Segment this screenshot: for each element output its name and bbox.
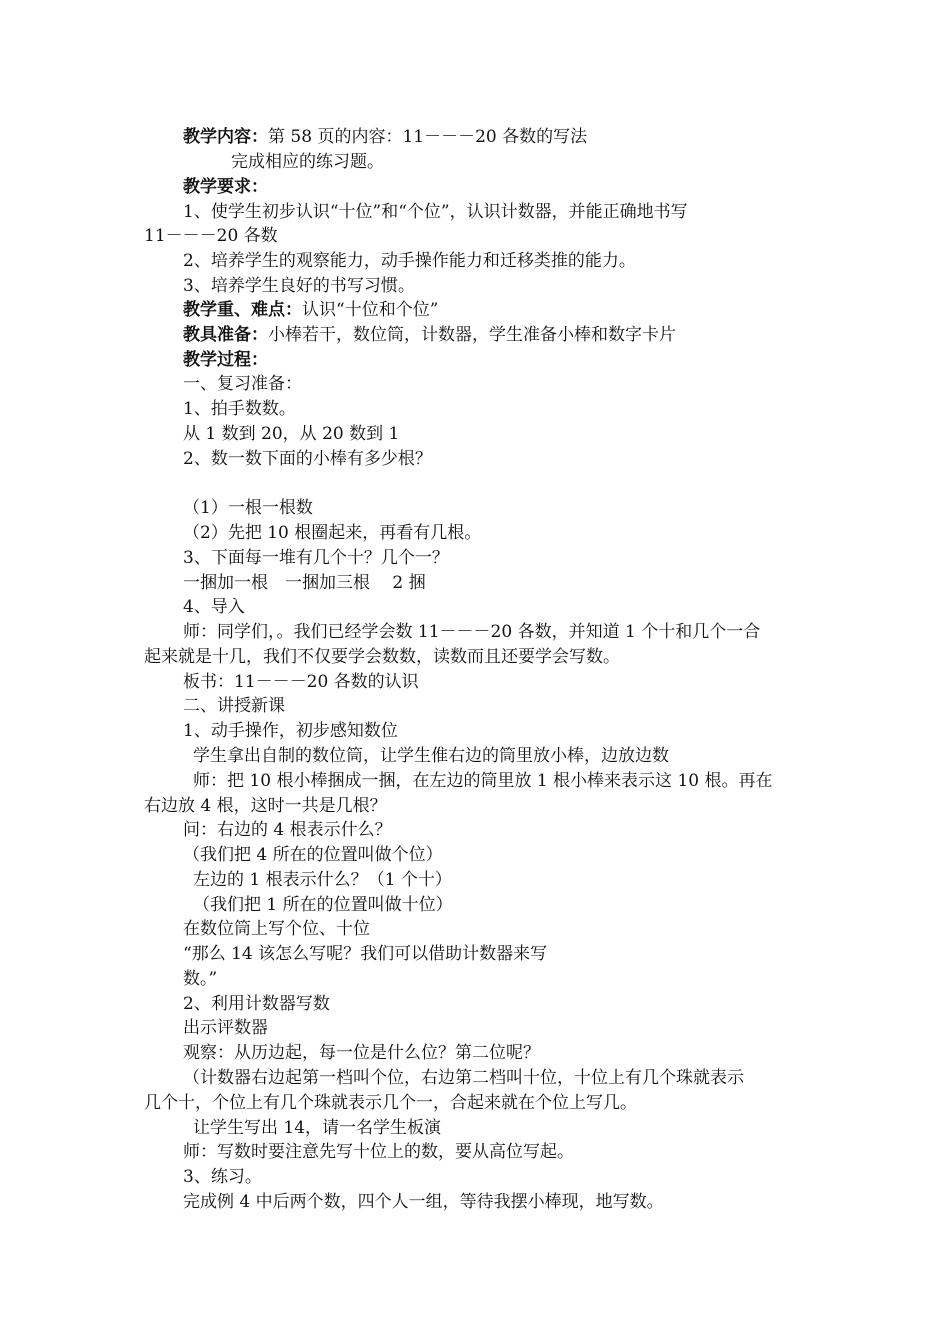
- teaching-content-line: [183, 126, 587, 148]
- section-1-heading: 一、复习准备：: [183, 374, 302, 394]
- teaching-content-label: 教学内容：: [183, 127, 268, 147]
- line-abacus-explain: （计数器右边起第一档叫个位，右边第二档叫十位，十位上有几个珠就表示: [183, 1068, 744, 1088]
- key-points-label: 教学重、难点：: [183, 300, 302, 320]
- line-teacher-note: 师：写数时要注意先写十位上的数，要从高位写起。: [183, 1142, 574, 1162]
- line-teacher-bundle: 师：把 10 根小棒捆成一捆，在左边的筒里放 1 根小棒来表示这 10 根。再在: [193, 771, 773, 791]
- line-tens-place: （我们把 1 所在的位置叫做十位）: [193, 895, 453, 915]
- line-board-title: 板书：11－－－20 各数的认识: [183, 672, 419, 692]
- line-show-abacus: 出示评数器: [183, 1018, 268, 1038]
- line-how-write-14: “那么 14 该怎么写呢？我们可以借助计数器来写: [183, 944, 548, 964]
- requirement-1-cont: 11－－－20 各数: [144, 226, 278, 246]
- teaching-aids-line: [183, 324, 676, 346]
- line-students-tube: 学生拿出自制的数位筒，让学生倠右边的筒里放小棒，边放边数: [193, 746, 669, 766]
- requirement-2: 2、培养学生的观察能力，动手操作能力和迁移类推的能力。: [183, 251, 636, 271]
- line-write-places: 在数位筒上写个位、十位: [183, 919, 370, 939]
- requirement-3: 3、培养学生良好的书写习惯。: [183, 276, 415, 296]
- line-clap-count: 1、拍手数数。: [183, 399, 296, 419]
- line-abacus-explain-cont: 几个十，个位上有几个珠就表示几个一，合起来就在个位上写几。: [144, 1093, 637, 1113]
- teaching-content-text: 第 58 页的内容：11－－－20 各数的写法: [268, 127, 588, 147]
- line-write-14: 让学生写出 14，请一名学生板演: [193, 1118, 442, 1138]
- teaching-aids-label: 教具准备：: [183, 325, 268, 345]
- section-2-heading: 二、讲授新课: [183, 696, 285, 716]
- line-how-write-14-cont: 数。”: [183, 969, 218, 989]
- line-count-range: 从 1 数到 20，从 20 数到 1: [183, 424, 400, 444]
- teaching-requirements-heading: 教学要求：: [183, 177, 268, 197]
- key-points-text: 认识“十位和个位”: [302, 300, 439, 320]
- line-ones-place: （我们把 4 所在的位置叫做个位）: [183, 845, 443, 865]
- line-bundles: 一捆加一根 一捆加三根 2 捆: [183, 573, 426, 593]
- teaching-aids-text: 小棒若干，数位筒，计数器，学生准备小棒和数字卡片: [268, 325, 676, 345]
- line-hands-on: 1、动手操作，初步感知数位: [183, 721, 398, 741]
- line-practice: 3、练习。: [183, 1167, 262, 1187]
- line-ask-right: 问：右边的 4 根表示什么？: [183, 820, 392, 840]
- requirement-1: 1、使学生初步认识“十位”和“个位”，认识计数器，并能正确地书写: [183, 202, 688, 222]
- line-ask-left: 左边的 1 根表示什么？（1 个十）: [193, 870, 452, 890]
- line-complete-example: 完成例 4 中后两个数，四个人一组，等待我摆小棒现，地写数。: [183, 1192, 664, 1212]
- line-abacus-write: 2、利用计数器写数: [183, 994, 330, 1014]
- teaching-process-heading: 教学过程：: [183, 350, 268, 370]
- content-line-2: 完成相应的练习题。: [231, 152, 384, 172]
- line-count-sticks: 2、数一数下面的小棒有多少根？: [183, 449, 432, 469]
- line-count-one-by-one: （1）一根一根数: [183, 498, 313, 518]
- line-teacher-bundle-cont: 右边放 4 根，这时一共是几根？: [144, 796, 387, 816]
- key-points-line: [183, 299, 438, 321]
- line-teacher-intro: 师：同学们，。我们已经学会数 11－－－20 各数，并知道 1 个十和几个一合: [183, 622, 761, 642]
- line-observe: 观察：从历边起，每一位是什么位？第二位呢？: [183, 1043, 540, 1063]
- line-intro: 4、导入: [183, 597, 245, 617]
- line-teacher-intro-cont: 起来就是十几，我们不仅要学会数数，读数而且还要学会写数。: [144, 647, 620, 667]
- line-tens-ones-question: 3、下面每一堆有几个十？几个一？: [183, 548, 449, 568]
- line-circle-ten: （2）先把 10 根圈起来，再看有几根。: [183, 523, 482, 543]
